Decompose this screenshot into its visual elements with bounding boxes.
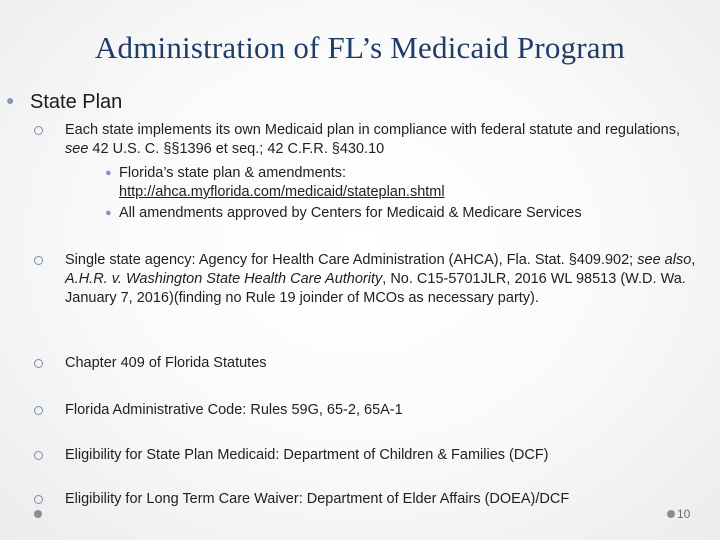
circle-bullet-icon	[34, 495, 43, 504]
item-text: 42 U.S. C. §§1396 et seq.; 42 C.F.R. §430.10	[88, 141, 385, 157]
item-text: Eligibility for Long Term Care Waiver: Department of Elder Affairs (DOEA)/DCF	[65, 491, 570, 507]
footer-dot-icon	[34, 510, 42, 518]
case-name: A.H.R. v. Washington State Health Care Authority	[65, 271, 383, 287]
circle-bullet-icon	[34, 406, 43, 415]
small-bullet-icon: ●	[105, 167, 112, 179]
circle-bullet-icon	[34, 359, 43, 368]
bullet-dot-icon: ●	[6, 92, 15, 108]
list-item-single-agency	[34, 251, 696, 308]
footer-dot-icon	[667, 510, 675, 518]
circle-bullet-icon	[34, 451, 43, 460]
slide-title: Administration of FL’s Medicaid Program	[94, 30, 626, 65]
sub-item-text: Florida’s state plan & amendments:	[119, 165, 347, 181]
list-item-state-implements	[34, 121, 696, 159]
sub-item-amendments	[105, 204, 695, 223]
list-item-admin-code	[34, 401, 696, 420]
bullet-state-plan	[6, 91, 122, 114]
item-signal: see also	[637, 252, 692, 268]
list-item-ltc-eligibility	[34, 490, 696, 509]
page-number: 10	[677, 507, 691, 521]
list-item-state-plan-eligibility	[34, 446, 696, 465]
item-text: Chapter 409 of Florida Statutes	[65, 355, 267, 371]
item-text: Eligibility for State Plan Medicaid: Department of Children & Families (DCF)	[65, 447, 549, 463]
item-text: , No. C15-5701JLR, 2016 WL 98513 (W.D. Wa. January 7, 2016)(finding no Rule 19 joinder of MCOs as necessary party).	[65, 271, 686, 306]
item-text: Single state agency: Agency for Health Care Administration (AHCA), Fla. Stat. §409.902;	[65, 252, 638, 268]
item-text: ,	[691, 252, 696, 268]
circle-bullet-icon	[34, 126, 43, 135]
sub-item-text: All amendments approved by Centers for Medicaid & Medicare Services	[119, 205, 582, 221]
circle-bullet-icon	[34, 256, 43, 265]
item-text: Each state implements its own Medicaid plan in compliance with federal statute and regulations,	[65, 122, 680, 138]
list-item-chapter-409	[34, 354, 696, 373]
item-text: Florida Administrative Code: Rules 59G, 65-2, 65A-1	[65, 402, 403, 418]
state-plan-label: State Plan	[30, 91, 123, 113]
item-signal: see	[65, 141, 89, 157]
small-bullet-icon: ●	[105, 207, 112, 219]
sub-item-florida-plan	[105, 164, 695, 202]
stateplan-link[interactable]: http://ahca.myflorida.com/medicaid/stateplan.shtml	[119, 184, 445, 200]
